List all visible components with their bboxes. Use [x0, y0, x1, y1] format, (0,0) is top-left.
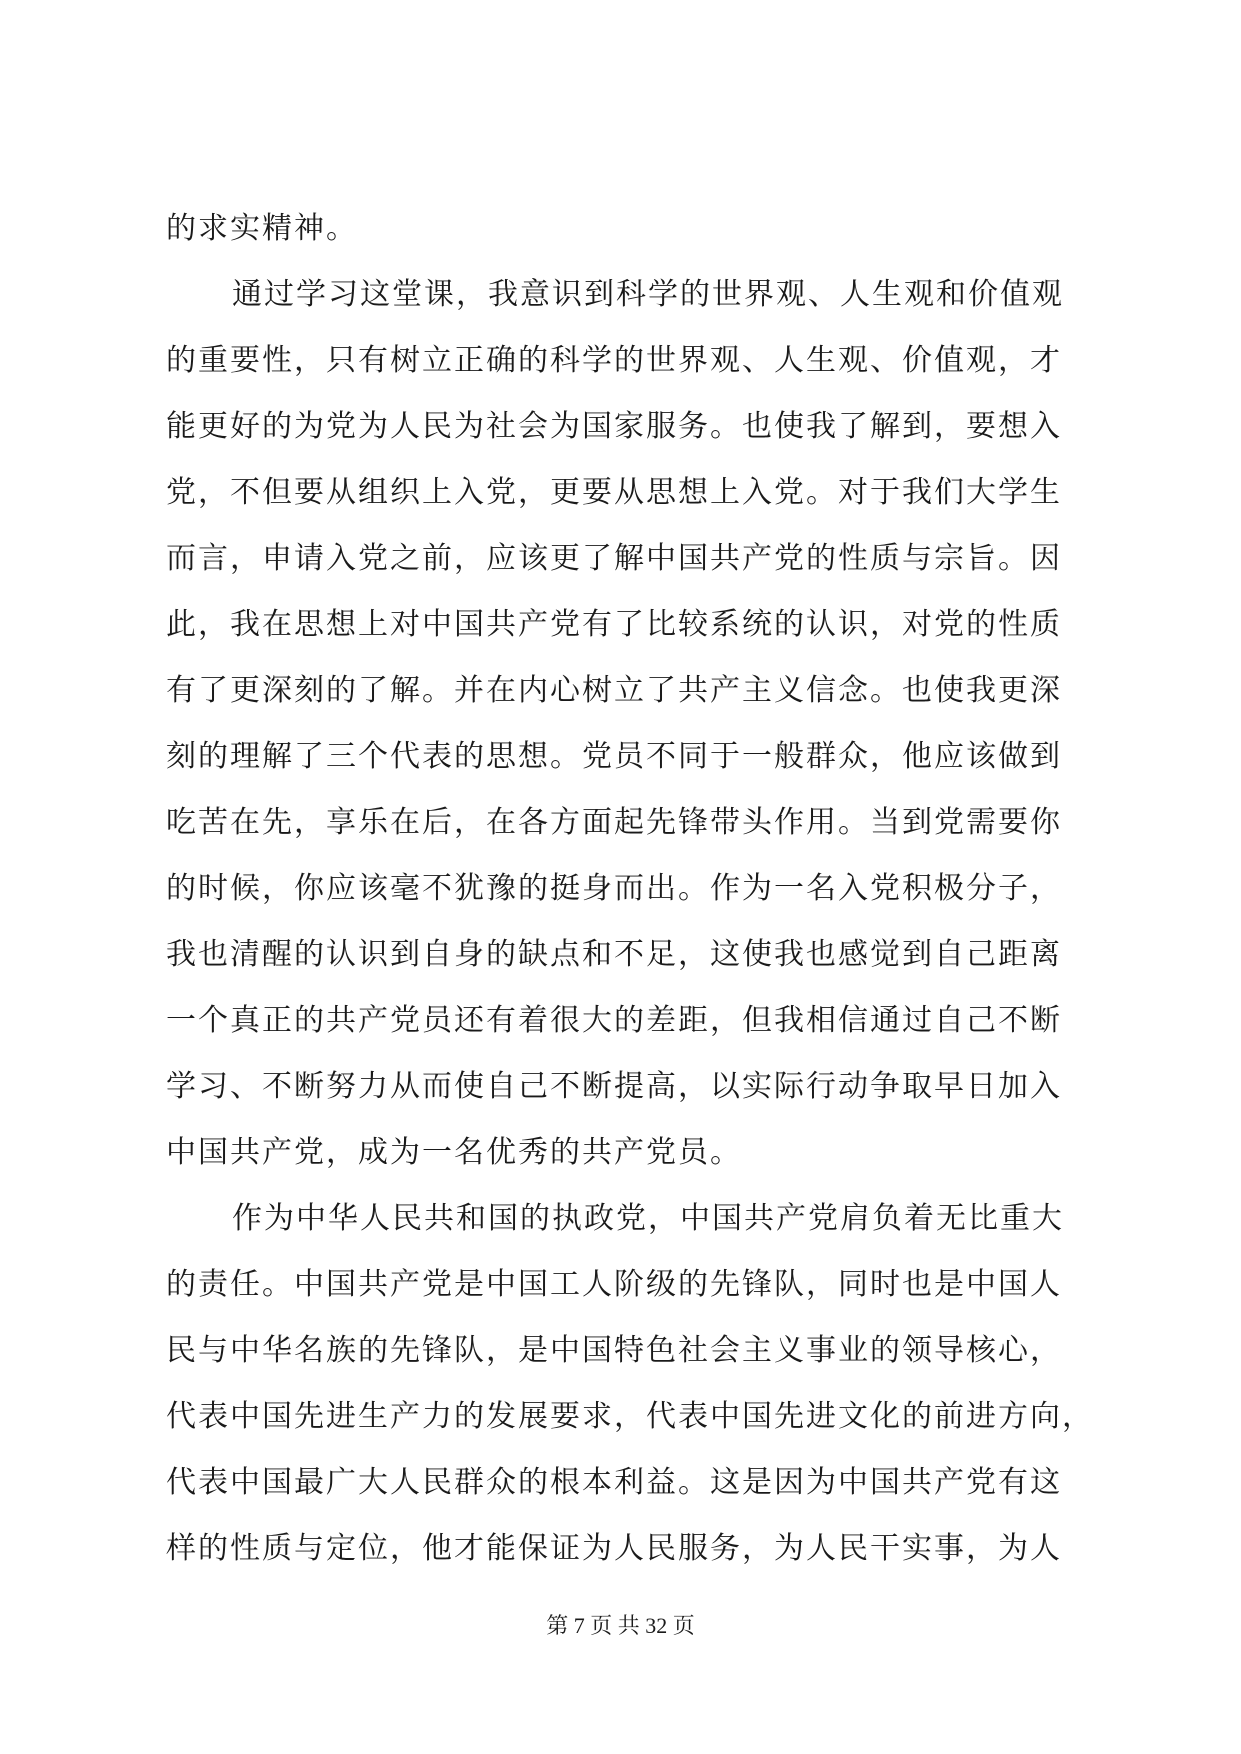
text-line: 的时候，你应该毫不犹豫的挺身而出。作为一名入党积极分子， — [166, 871, 1062, 906]
page-number-footer: 第 7 页 共 32 页 — [546, 1613, 695, 1638]
text-line: 此，我在思想上对中国共产党有了比较系统的认识，对党的性质 — [166, 607, 1062, 642]
text-line: 能更好的为党为人民为社会为国家服务。也使我了解到，要想入 — [166, 409, 1062, 444]
text-line: 吃苦在先，享乐在后，在各方面起先锋带头作用。当到党需要你 — [166, 805, 1062, 840]
text-line: 我也清醒的认识到自身的缺点和不足，这使我也感觉到自己距离 — [166, 937, 1062, 972]
text-line: 学习、不断努力从而使自己不断提高，以实际行动争取早日加入 — [166, 1069, 1062, 1104]
text-line: 的求实精神。 — [166, 211, 358, 246]
text-line: 的重要性，只有树立正确的科学的世界观、人生观、价值观，才 — [166, 343, 1062, 378]
text-line: 通过学习这堂课，我意识到科学的世界观、人生观和价值观 — [232, 277, 1064, 312]
text-line: 样的性质与定位，他才能保证为人民服务，为人民干实事，为人 — [166, 1531, 1062, 1566]
text-line: 民与中华名族的先锋队，是中国特色社会主义事业的领导核心， — [166, 1333, 1062, 1368]
text-line: 代表中国最广大人民群众的根本利益。这是因为中国共产党有这 — [166, 1465, 1062, 1500]
text-line: 作为中华人民共和国的执政党，中国共产党肩负着无比重大 — [232, 1201, 1064, 1236]
text-line: 有了更深刻的了解。并在内心树立了共产主义信念。也使我更深 — [166, 673, 1062, 708]
text-line: 的责任。中国共产党是中国工人阶级的先锋队，同时也是中国人 — [166, 1267, 1062, 1302]
text-line: 而言，申请入党之前，应该更了解中国共产党的性质与宗旨。因 — [166, 541, 1062, 576]
text-line: 刻的理解了三个代表的思想。党员不同于一般群众，他应该做到 — [166, 739, 1062, 774]
text-line: 一个真正的共产党员还有着很大的差距，但我相信通过自己不断 — [166, 1003, 1062, 1038]
text-line: 党，不但要从组织上入党，更要从思想上入党。对于我们大学生 — [166, 475, 1062, 510]
text-line: 中国共产党，成为一名优秀的共产党员。 — [166, 1135, 742, 1170]
text-line: 代表中国先进生产力的发展要求，代表中国先进文化的前进方向， — [166, 1399, 1094, 1434]
